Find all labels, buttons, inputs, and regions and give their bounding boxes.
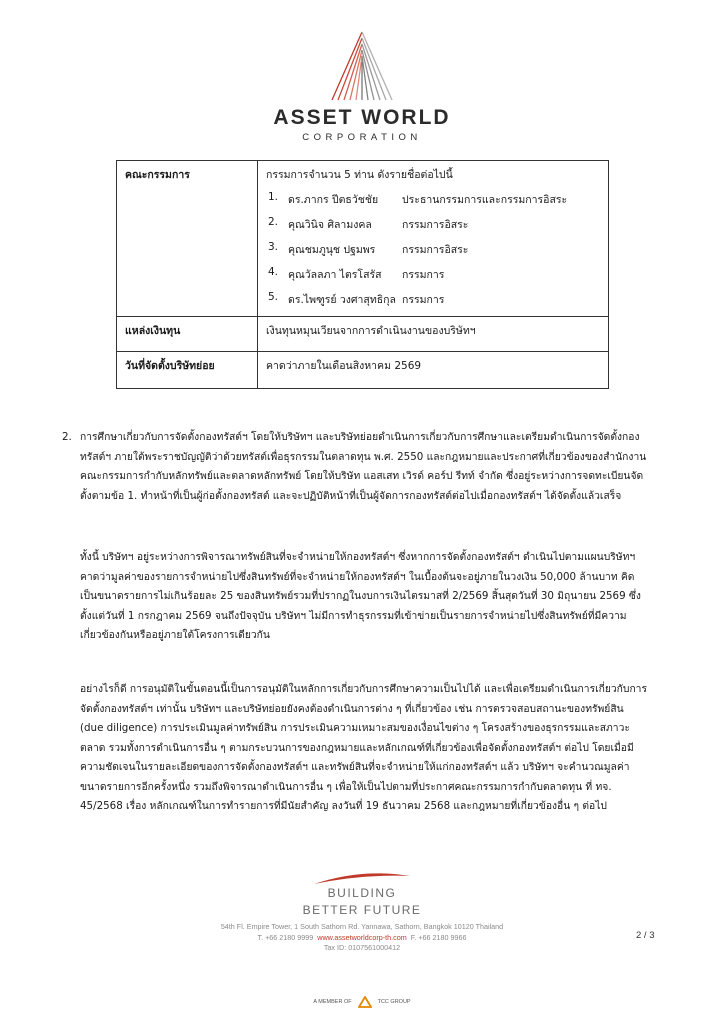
establishment-date-value: คาดว่าภายในเดือนสิงหาคม 2569 xyxy=(258,352,609,389)
member-name: ดร.ไพฑูรย์ วงศาสุทธิกุล xyxy=(288,294,396,306)
board-member xyxy=(266,266,600,283)
member-of-label: A MEMBER OF xyxy=(313,999,352,1005)
section-2 xyxy=(62,428,648,506)
board-member xyxy=(266,216,600,233)
footer-tagline xyxy=(0,885,724,919)
board-member xyxy=(266,241,600,258)
member-role: กรรมการอิสระ xyxy=(402,244,469,256)
section-2-asset-value xyxy=(80,548,648,646)
tcc-group-logo-icon xyxy=(358,996,372,1008)
company-subtitle: CORPORATION xyxy=(302,132,422,143)
table-row xyxy=(117,161,609,317)
tax-id-text: Tax ID: 0107561000412 xyxy=(323,943,401,952)
group-name: TCC GROUP xyxy=(377,999,411,1005)
address-line: 54th Fl. Empire Tower, 1 South Sathorn Rd. Yannawa, Sathorn, Bangkok 10120 Thailand xyxy=(220,922,504,931)
subsidiary-info-table xyxy=(116,160,609,389)
paragraph-trust-study: การศึกษาเกี่ยวกับการจัดตั้งกองทรัสต์ฯ โดยให้บริษัทฯ และบริษัทย่อยดำเนินการเกี่ยวกับการศึกษาและเตรียมดำเนินการจัดตั้งกองทรัสต์ฯ ภายใต้พระราชบัญญัติว่าด้วยทรัสต์เพื่อธุรกรรมในตลาดทุน พ.ศ. 2550 และกฎหมายและประกาศที่เกี่ยวข้องของสำนักงานคณะกรรมการกำกับหลักทรัพย์และตลาดหลักทรัพย์ โดยให้บริษัท แอสเสท เวิรด์ คอร์ป รีทท์ จำกัด ซึ่งอยู่ระหว่างการจดทะเบียนจัดตั้งตามข้อ 1. ทำหน้าที่เป็นผู้ก่อตั้งกองทรัสต์ และจะปฏิบัติหน้าที่เป็นผู้จัดการกองทรัสต์ต่อไปเมื่อกองทรัสต์ฯ ได้จัดตั้งแล้วเสร็จ xyxy=(80,431,647,502)
contact-line xyxy=(0,933,724,944)
company-name: ASSET WORLD xyxy=(273,106,451,129)
item-number: 2. xyxy=(62,431,72,443)
board-intro: กรรมการจำนวน 5 ท่าน ดังรายชื่อต่อไปนี้ xyxy=(266,169,453,181)
phone-text: T. +66 2180 9999 xyxy=(257,932,314,942)
member-number: 3. xyxy=(268,241,279,253)
member-name: คุณวัลลภา ไตรโสรัส xyxy=(288,269,382,281)
paragraph-approval-note: อย่างไรก็ดี การอนุมัติในขั้นตอนนี้เป็นการอนุมัติในหลักการเกี่ยวกับการศึกษาความเป็นไปได้ และเพื่อเตรียมดำเนินการเกี่ยวกับการจัดตั้งกองทรัสต์ฯ เท่านั้น บริษัทฯ และบริษัทย่อยยังคงต้องดำเนินการต่าง ๆ ที่เกี่ยวข้อง เช่น การตรวจสอบสถานะของทรัพย์สิน (due diligence) การประเมินมูลค่าทรัพย์สิน การประเมินความเหมาะสมของเงื่อนไขต่าง ๆ โครงสร้างของธุรกรรมและสภาวะตลาด รวมทั้งการดำเนินการอื่น ๆ ตามกระบวนการของกฎหมายและหลักเกณฑ์ที่เกี่ยวข้องเพื่อจัดตั้งกองทรัสต์ฯ ต่อไป โดยเมื่อมีความชัดเจนในรายละเอียดของการจัดตั้งกองทรัสต์ฯ และทรัพย์สินที่จะจำหน่ายให้แก่กองทรัสต์ฯ แล้ว บริษัทฯ จะคำนวณมูลค่าขนาดรายการอีกครั้งหนึ่ง รวมถึงพิจารณาดำเนินการอื่น ๆ เพื่อให้เป็นไปตามที่ประกาศคณะกรรมการกำกับตลาดทุน ที่ ทจ. 45/2568 เรื่อง หลักเกณฑ์ในการทำรายการที่มีนัยสำคัญ ลงวันที่ 19 ธันวาคม 2568 และกฎหมายที่เกี่ยวข้องอื่น ๆ ต่อไป xyxy=(80,683,647,812)
footer-address xyxy=(0,922,724,954)
member-number: 4. xyxy=(268,266,279,278)
member-name: คุณชมภูนุช ปฐมพร xyxy=(288,244,376,256)
tagline-line-1: BUILDING xyxy=(327,886,397,900)
member-name: ดร.ภากร ปีตธวัชชัย xyxy=(288,194,379,206)
fax-text: F. +66 2180 9966 xyxy=(410,932,467,942)
member-number: 2. xyxy=(268,216,279,228)
board-label: คณะกรรมการ xyxy=(117,161,258,317)
member-role: ประธานกรรมการและกรรมการอิสระ xyxy=(402,194,568,206)
member-role: กรรมการ xyxy=(402,269,445,281)
member-role: กรรมการ xyxy=(402,294,445,306)
page-number: 2 / 3 xyxy=(636,930,655,941)
member-number: 5. xyxy=(268,291,279,303)
funding-label: แหล่งเงินทุน xyxy=(117,317,258,352)
section-2-approval-note xyxy=(80,680,648,817)
board-member xyxy=(266,291,600,308)
establishment-date-label: วันที่จัดตั้งบริษัทย่อย xyxy=(117,352,258,389)
website-link[interactable]: www.assetworldcorp-th.com xyxy=(317,932,407,942)
swoosh-decoration-icon xyxy=(312,870,412,886)
pyramid-logo-icon xyxy=(330,30,394,102)
tagline-line-2: BETTER FUTURE xyxy=(302,903,422,917)
member-role: กรรมการอิสระ xyxy=(402,219,469,231)
member-number: 1. xyxy=(268,191,279,203)
paragraph-asset-value: ทั้งนี้ บริษัทฯ อยู่ระหว่างการพิจารณาทรัพย์สินที่จะจำหน่ายให้กองทรัสต์ฯ ซึ่งหากการจัดตั้งกองทรัสต์ฯ ดำเนินไปตามแผนบริษัทฯ คาดว่ามูลค่าของรายการจำหน่ายไปซึ่งสินทรัพย์ที่จะจำหน่ายให้กองทรัสต์ฯ ในเบื้องต้นจะอยู่ภายในวงเงิน 50,000 ล้านบาท คิดเป็นขนาดรายการไม่เกินร้อยละ 25 ของสินทรัพย์รวมที่ปรากฏในงบการเงินไตรมาสที่ 2/2569 สิ้นสุดวันที่ 30 มิถุนายน 2569 ซึ่งตั้งแต่วันที่ 1 กรกฎาคม 2569 จนถึงปัจจุบัน บริษัทฯ ไม่มีการทำธุรกรรมที่เข้าข่ายเป็นรายการจำหน่ายไปซึ่งสินทรัพย์ที่มีความเกี่ยวข้องกันหรืออยู่ภายใต้โครงการเดียวกัน xyxy=(80,551,641,641)
board-cell xyxy=(258,161,609,317)
table-row xyxy=(117,352,609,389)
board-member xyxy=(266,191,600,208)
member-name: คุณวินิจ ศิลามงคล xyxy=(288,219,372,231)
funding-value: เงินทุนหมุนเวียนจากการดำเนินงานของบริษัทฯ xyxy=(258,317,609,352)
member-of-group xyxy=(0,996,724,1008)
company-logo xyxy=(0,30,724,143)
table-row xyxy=(117,317,609,352)
